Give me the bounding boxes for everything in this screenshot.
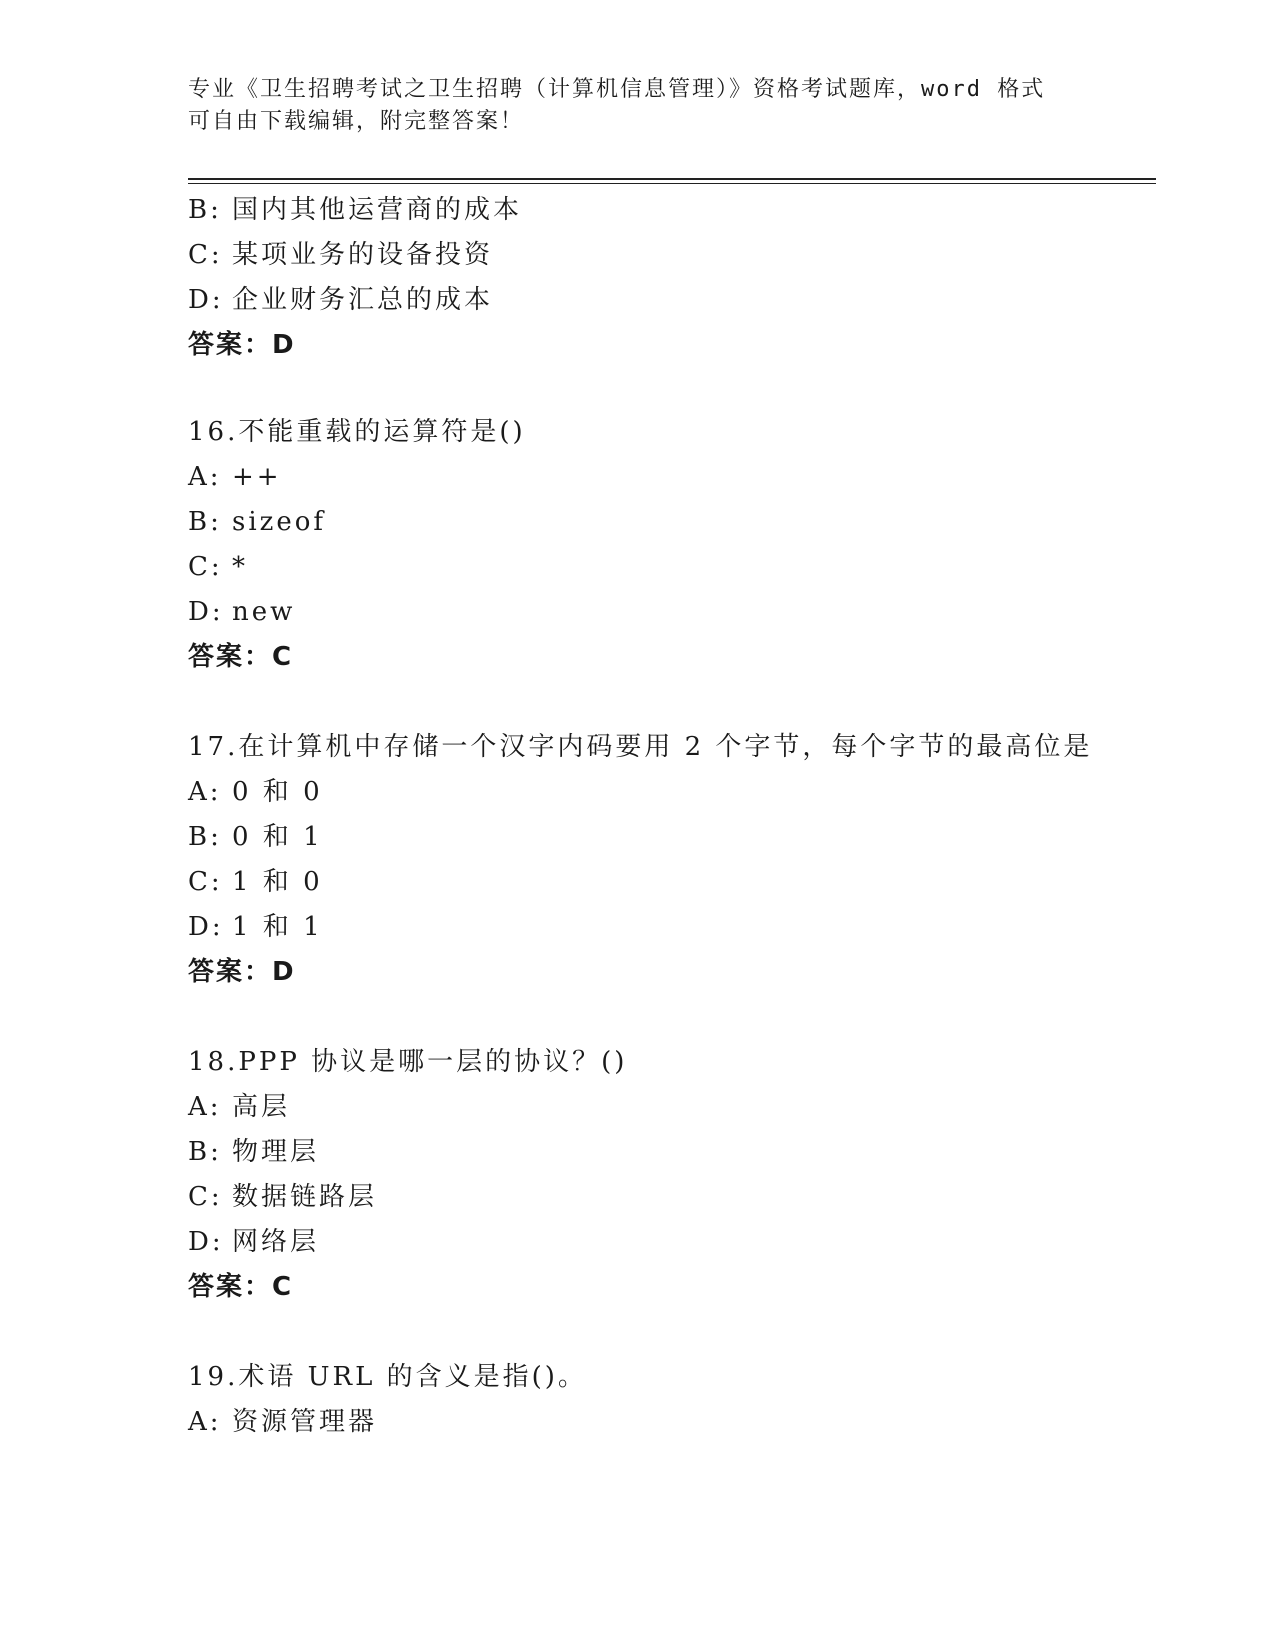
option-text: ++	[232, 462, 282, 492]
q16-option-a	[188, 462, 282, 492]
option-letter: C:	[188, 1182, 223, 1212]
q17-option-a	[188, 777, 323, 807]
option-letter: D:	[188, 1227, 224, 1257]
q17-question: 17.在计算机中存储一个汉字内码要用 2 个字节，每个字节的最高位是	[188, 732, 1093, 762]
option-text: 0 和 1	[232, 822, 323, 852]
option-letter: D:	[188, 285, 224, 315]
option-letter: A:	[188, 1092, 222, 1122]
document-header	[188, 74, 1088, 138]
q18-question: 18.PPP 协议是哪一层的协议？()	[188, 1047, 628, 1077]
q19-option-a	[188, 1407, 377, 1437]
option-text: sizeof	[232, 507, 327, 537]
q15-option-c	[188, 240, 493, 270]
q16-option-b	[188, 507, 326, 537]
q17-option-b	[188, 822, 323, 852]
option-letter: B:	[188, 507, 222, 537]
option-text: 企业财务汇总的成本	[232, 285, 494, 315]
option-text: 数据链路层	[232, 1182, 378, 1212]
option-text: 1 和 1	[232, 912, 323, 942]
q16-answer: 答案：C	[188, 642, 294, 672]
option-text: 0 和 0	[232, 777, 323, 807]
q16-option-d	[188, 597, 295, 627]
q16-question: 16.不能重载的运算符是()	[188, 417, 526, 447]
header-rule-thin	[188, 183, 1156, 184]
option-text: 物理层	[232, 1137, 320, 1167]
option-text: 某项业务的设备投资	[232, 240, 494, 270]
option-text: *	[232, 552, 248, 582]
q18-option-d	[188, 1227, 319, 1257]
q16-option-c	[188, 552, 248, 582]
q17-option-d	[188, 912, 323, 942]
option-text: 资源管理器	[232, 1407, 378, 1437]
option-letter: C:	[188, 867, 223, 897]
option-letter: C:	[188, 240, 223, 270]
option-letter: B:	[188, 822, 222, 852]
option-letter: D:	[188, 912, 224, 942]
option-letter: A:	[188, 777, 222, 807]
header-rule-thick	[188, 178, 1156, 180]
option-letter: A:	[188, 462, 222, 492]
q17-answer: 答案：D	[188, 957, 296, 987]
option-text: 网络层	[232, 1227, 320, 1257]
q19-question: 19.术语 URL 的含义是指()。	[188, 1362, 587, 1392]
q15-option-b	[188, 195, 522, 225]
header-line-2: 可自由下载编辑，附完整答案！	[188, 109, 525, 134]
option-text: 1 和 0	[232, 867, 323, 897]
option-letter: B:	[188, 1137, 222, 1167]
q18-option-a	[188, 1092, 290, 1122]
option-letter: C:	[188, 552, 223, 582]
header-line-1: 专业《卫生招聘考试之卫生招聘（计算机信息管理）》资格考试题库，word 格式	[188, 77, 1046, 102]
option-text: 高层	[232, 1092, 291, 1122]
option-text: new	[232, 597, 296, 627]
option-text: 国内其他运营商的成本	[232, 195, 523, 225]
q15-answer: 答案：D	[188, 330, 296, 360]
option-letter: B:	[188, 195, 222, 225]
option-letter: A:	[188, 1407, 222, 1437]
q17-option-c	[188, 867, 323, 897]
q18-answer: 答案：C	[188, 1272, 294, 1302]
q15-option-d	[188, 285, 493, 315]
q18-option-c	[188, 1182, 377, 1212]
q18-option-b	[188, 1137, 319, 1167]
option-letter: D:	[188, 597, 224, 627]
